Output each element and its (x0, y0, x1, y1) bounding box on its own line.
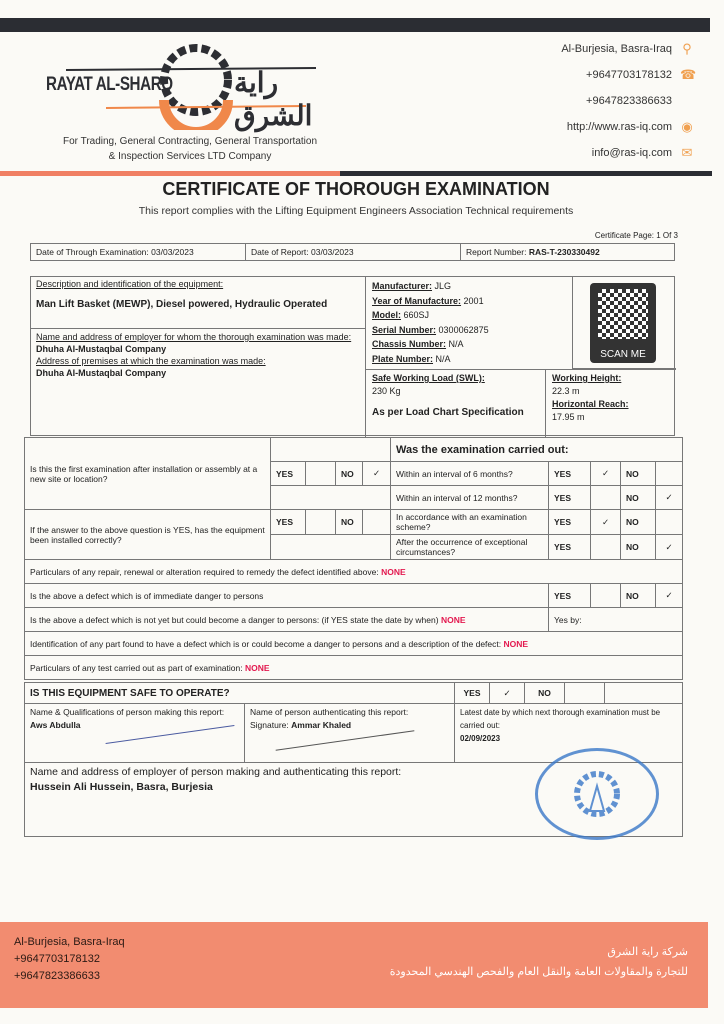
future-danger-row (25, 608, 549, 632)
working-height: 22.3 m (552, 386, 580, 396)
contact-address (561, 36, 694, 62)
label: Latest date by which next thorough examination must be carried out: (460, 708, 661, 730)
swl-cell (366, 369, 546, 437)
label: Name & Qualifications of person making this report: (30, 707, 225, 717)
premises-address: Dhuha Al-Mustaqbal Company (36, 368, 167, 378)
location-pin-icon: ⚲ (682, 41, 692, 56)
qr-code-box[interactable] (572, 277, 676, 369)
date-row (30, 243, 675, 261)
checkbox-no[interactable]: ✓ (656, 584, 683, 608)
checkbox-no[interactable]: ✓ (363, 462, 391, 486)
yes-label: YES (271, 510, 306, 535)
scan-me-label: SCAN ME (600, 349, 646, 360)
authenticator-cell (245, 704, 455, 763)
report-number-cell (461, 244, 675, 261)
yes-label: YES (549, 535, 591, 560)
checkbox-yes[interactable] (591, 584, 621, 608)
label: Is the above a defect which is not yet but could become a danger to persons: (if YES state the date by when) (30, 614, 439, 625)
tagline-line: & Inspection Services LTD Company (108, 151, 272, 162)
label: Date of Through Examination: (36, 247, 149, 257)
label: Horizontal Reach: (552, 399, 629, 409)
sub-question: Within an interval of 12 months? (391, 486, 549, 510)
spacer (680, 94, 694, 108)
blank (271, 438, 391, 462)
equipment-specs (366, 277, 571, 368)
value: NONE (503, 638, 529, 649)
chassis-number: N/A (448, 339, 464, 349)
label: Safe Working Load (SWL): (372, 373, 485, 383)
label: Signature: (250, 720, 289, 730)
label: Model: (372, 310, 401, 320)
page-title: CERTIFICATE OF THOROUGH EXAMINATION (162, 179, 550, 199)
label: Year of Manufacture: (372, 295, 462, 306)
report-date: 03/03/2023 (311, 247, 354, 257)
qr-code-icon[interactable] (598, 289, 648, 339)
value: NONE (381, 566, 406, 577)
no-label: NO (621, 584, 656, 608)
contact-email[interactable] (561, 140, 694, 166)
plate-number: N/A (435, 353, 451, 364)
no-label: NO (336, 462, 363, 486)
checkbox-no[interactable] (565, 683, 605, 704)
report-maker-cell (25, 704, 245, 763)
reach-cell (546, 369, 676, 437)
label: Chassis Number: (372, 339, 447, 349)
globe-icon: ◉ (681, 119, 693, 134)
sub-question: Within an interval of 6 months? (391, 462, 549, 486)
contact-phone (561, 62, 697, 88)
blank (271, 486, 391, 510)
company-logo: RAYAT AL-SHARQ راية الشرق (46, 40, 346, 125)
checkbox-no[interactable]: ✓ (656, 486, 683, 510)
no-label: NO (336, 510, 363, 535)
contact-text: +9647703178132 (586, 69, 672, 81)
footer-tagline-ar: للتجارة والمقاولات العامة والنقل العام والفحص الهندسي المحدودة (389, 966, 688, 978)
exam-date-cell (31, 244, 246, 261)
safe-to-operate-question: IS THIS EQUIPMENT SAFE TO OPERATE? (25, 683, 455, 704)
label: Working Height: (552, 373, 622, 383)
no-label: NO (621, 510, 656, 535)
equipment-description: Man Lift Basket (MEWP), Diesel powered, Hydraulic Operated (36, 299, 328, 310)
swl-value: 230 Kg (372, 386, 401, 396)
email-link[interactable]: info@ras-iq.com (591, 147, 672, 159)
blank (271, 535, 391, 560)
certificate-page-number: Certificate Page: 1 Of 3 (594, 231, 678, 240)
label: Manufacturer: (372, 281, 433, 291)
contact-phone-2 (561, 88, 694, 114)
footer (0, 922, 708, 1008)
label: Particulars of any test carried out as part of examination: (30, 662, 243, 673)
checkbox-no[interactable] (656, 510, 683, 535)
email-icon: ✉ (681, 145, 693, 160)
carried-out-heading: Was the examination carried out: (391, 438, 683, 462)
phone-icon: ☎ (680, 67, 697, 82)
signature-mark (276, 730, 415, 750)
no-label: NO (621, 462, 656, 486)
company-tagline (30, 134, 350, 164)
checkbox-no[interactable] (656, 462, 683, 486)
label: Name and address of employer of person making and authenticating this report: (30, 766, 402, 778)
checkbox-yes[interactable] (306, 510, 336, 535)
label: Date of Report: (251, 247, 309, 257)
yes-label: YES (549, 462, 591, 486)
model: 660SJ (403, 310, 430, 320)
no-label: NO (621, 535, 656, 560)
identification-row (25, 632, 683, 656)
footer-phone: +9647823386633 (14, 970, 100, 982)
checkbox-no[interactable] (363, 510, 391, 535)
contact-text: +9647823386633 (586, 95, 672, 107)
manufacturer: JLG (434, 281, 452, 291)
label: Name and address of employer for whom the thorough examination was made: (36, 332, 352, 342)
header-divider (0, 171, 712, 176)
value: NONE (440, 614, 466, 625)
exam-date: 03/03/2023 (151, 247, 194, 257)
employer-name: Hussein Ali Hussein, Basra, Burjesia (30, 781, 213, 793)
no-label: NO (621, 486, 656, 510)
equipment-section (30, 276, 675, 436)
footer-phone: +9647703178132 (14, 953, 100, 965)
label: Plate Number: (372, 353, 434, 364)
checkbox-yes[interactable]: ✓ (591, 510, 621, 535)
checkbox-yes[interactable] (591, 486, 621, 510)
yes-label: YES (549, 486, 591, 510)
label: Identification of any part found to have a defect which is or could become a danger to persons and a description of the defect: (30, 638, 502, 649)
tests-row (25, 656, 683, 680)
examination-table (24, 437, 683, 680)
company-stamp (535, 748, 659, 840)
footer-company-ar: شركة راية الشرق (607, 946, 688, 958)
checkbox-no[interactable]: ✓ (656, 535, 683, 560)
yes-label: YES (549, 584, 591, 608)
checkbox-yes[interactable] (306, 462, 336, 486)
contact-list (561, 36, 697, 166)
yes-label: YES (271, 462, 306, 486)
question-installed-correctly: If the answer to the above question is YES, has the equipment been installed correctly? (25, 510, 271, 560)
label: Description and identification of the equipment: (36, 279, 224, 289)
yes-label: YES (549, 510, 591, 535)
contact-text: Al-Burjesia, Basra-Iraq (561, 43, 672, 55)
label: Serial Number: (372, 324, 437, 335)
label: Report Number: (466, 247, 527, 257)
yes-by-field[interactable]: Yes by: (549, 608, 683, 632)
year: 2001 (463, 295, 484, 306)
blank (605, 683, 683, 704)
label: Address of premises at which the examination was made: (36, 356, 266, 366)
sub-question: After the occurrence of exceptional circumstances? (391, 535, 549, 560)
immediate-danger-question: Is the above a defect which is of immediate danger to persons (25, 584, 549, 608)
authenticator-name: Ammar Khaled (291, 720, 352, 730)
load-chart-note: As per Load Chart Specification (372, 407, 524, 418)
report-date-cell (246, 244, 461, 261)
checkbox-yes[interactable]: ✓ (490, 683, 525, 704)
sub-question: In accordance with an examination scheme? (391, 510, 549, 535)
website-link[interactable]: http://www.ras-iq.com (566, 121, 672, 133)
top-bar (0, 18, 710, 32)
employer-name: Dhuha Al-Mustaqbal Company (36, 344, 167, 354)
contact-website[interactable] (561, 114, 694, 140)
page-subtitle: This report complies with the Lifting Equipment Engineers Association Technical requirements (138, 205, 574, 217)
value: NONE (244, 662, 270, 673)
horizontal-reach: 17.95 m (552, 412, 585, 422)
checkbox-yes[interactable]: ✓ (591, 462, 621, 486)
serial-number: 0300062875 (438, 324, 489, 335)
footer-address: Al-Burjesia, Basra-Iraq (14, 936, 125, 948)
next-exam-date: 02/09/2023 (460, 734, 501, 743)
checkbox-yes[interactable] (591, 535, 621, 560)
repair-row (25, 560, 683, 584)
no-label: NO (525, 683, 565, 704)
yes-label: YES (455, 683, 490, 704)
report-maker-name: Aws Abdulla (30, 720, 81, 730)
question-first-exam: Is this the first examination after installation or assembly at a new site or location? (25, 438, 271, 510)
report-number: RAS-T-230330492 (528, 247, 600, 257)
tagline-line: For Trading, General Contracting, General Transportation (62, 136, 318, 147)
label: Name of person authenticating this report: (250, 707, 409, 717)
label: Particulars of any repair, renewal or alteration required to remedy the defect identified above: (30, 566, 379, 577)
